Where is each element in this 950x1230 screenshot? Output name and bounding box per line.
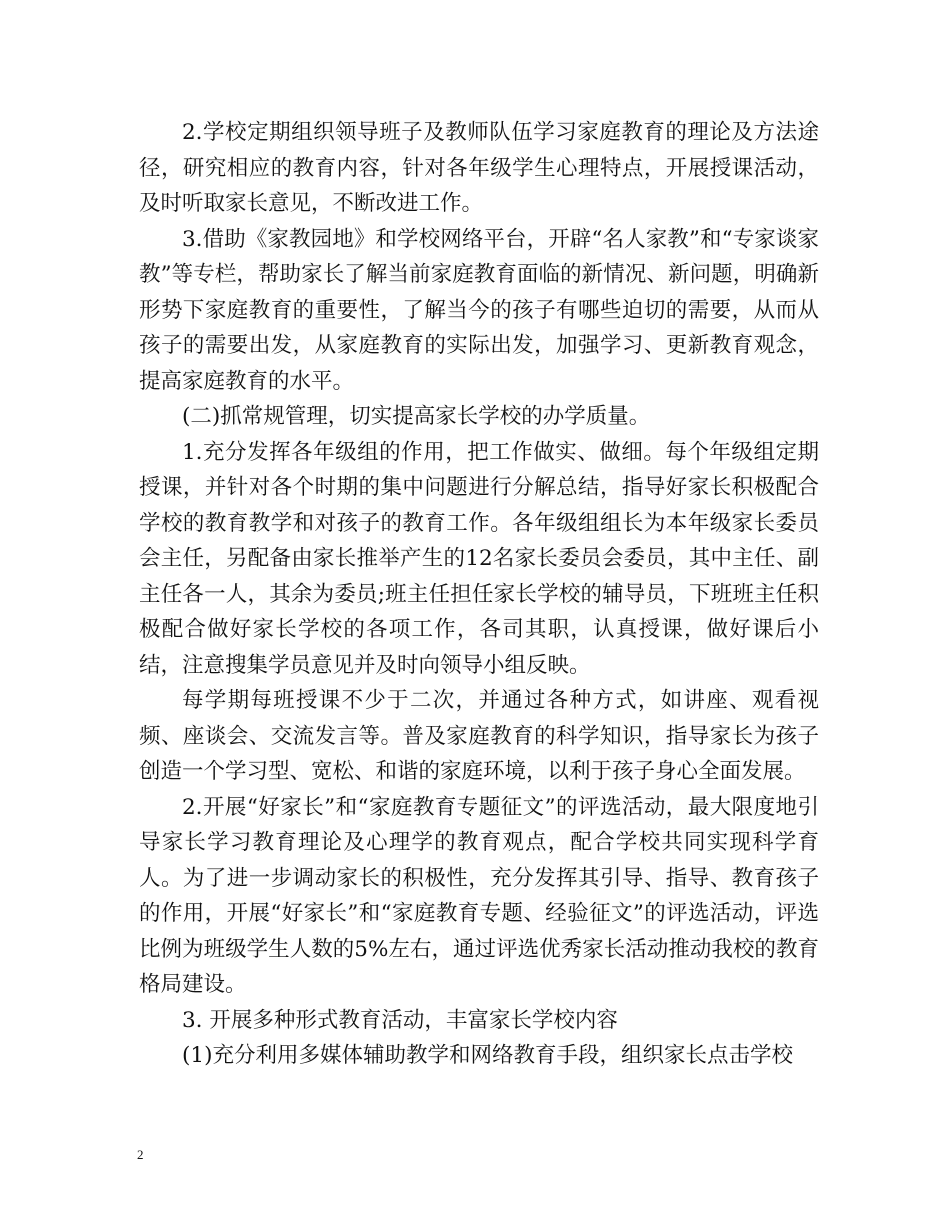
paragraph-1: 2.学校定期组织领导班子及教师队伍学习家庭教育的理论及方法途径，研究相应的教育内容，针对各年级学生心理特点，开展授课活动，及时听取家长意见，不断改进工作。: [139, 120, 819, 216]
paragraph-2: 3.借助《家教园地》和学校网络平台，开辟“名人家教”和“专家谈家教”等专栏，帮助家长了解当前家庭教育面临的新情况、新问题，明确新形势下家庭教育的重要性，了解当今的孩子有哪些迫切的需要，从而从孩子的需要出发，从家庭教育的实际出发，加强学习、更新教育观念，提高家庭教育的水平。: [139, 226, 819, 394]
page-number: 2: [137, 1147, 144, 1162]
paragraph-4: 1.充分发挥各年级组的作用，把工作做实、做细。每个年级组定期授课，并针对各个时期的集中问题进行分解总结，指导好家长积极配合学校的教育教学和对孩子的教育工作。各年级组组长为本年级家长委员会主任，另配备由家长推举产生的12名家长委员会委员，其中主任、副主任各一人，其余为委员;班主任担任家长学校的辅导员，下班班主任积极配合做好家长学校的各项工作，各司其职，认真授课，做好课后小结，注意搜集学员意见并及时向领导小组反映。: [139, 439, 819, 678]
paragraph-3-heading: (二)抓常规管理，切实提高家长学校的办学质量。: [182, 404, 651, 429]
paragraph-7-heading: 3. 开展多种形式教育活动，丰富家长学校内容: [182, 1007, 618, 1033]
paragraph-6: 2.开展“好家长”和“家庭教育专题征文”的评选活动，最大限度地引导家长学习教育理论及心理学的教育观点，配合学校共同实现科学育人。为了进一步调动家长的积极性，充分发挥其引导、指导、教育孩子的作用，开展“好家长”和“家庭教育专题、经验征文”的评选活动，评选比例为班级学生人数的5%左右，通过评选优秀家长活动推动我校的教育格局建设。: [139, 794, 819, 997]
paragraph-8: (1)充分利用多媒体辅助教学和网络教育手段，组织家长点击学校: [182, 1043, 793, 1068]
body-text: [139, 115, 819, 1074]
paragraph-5: 每学期每班授课不少于二次，并通过各种方式，如讲座、观看视频、座谈会、交流发言等。普及家庭教育的科学知识，指导家长为孩子创造一个学习型、宽松、和谐的家庭环境，以利于孩子身心全面发展。: [139, 688, 819, 784]
